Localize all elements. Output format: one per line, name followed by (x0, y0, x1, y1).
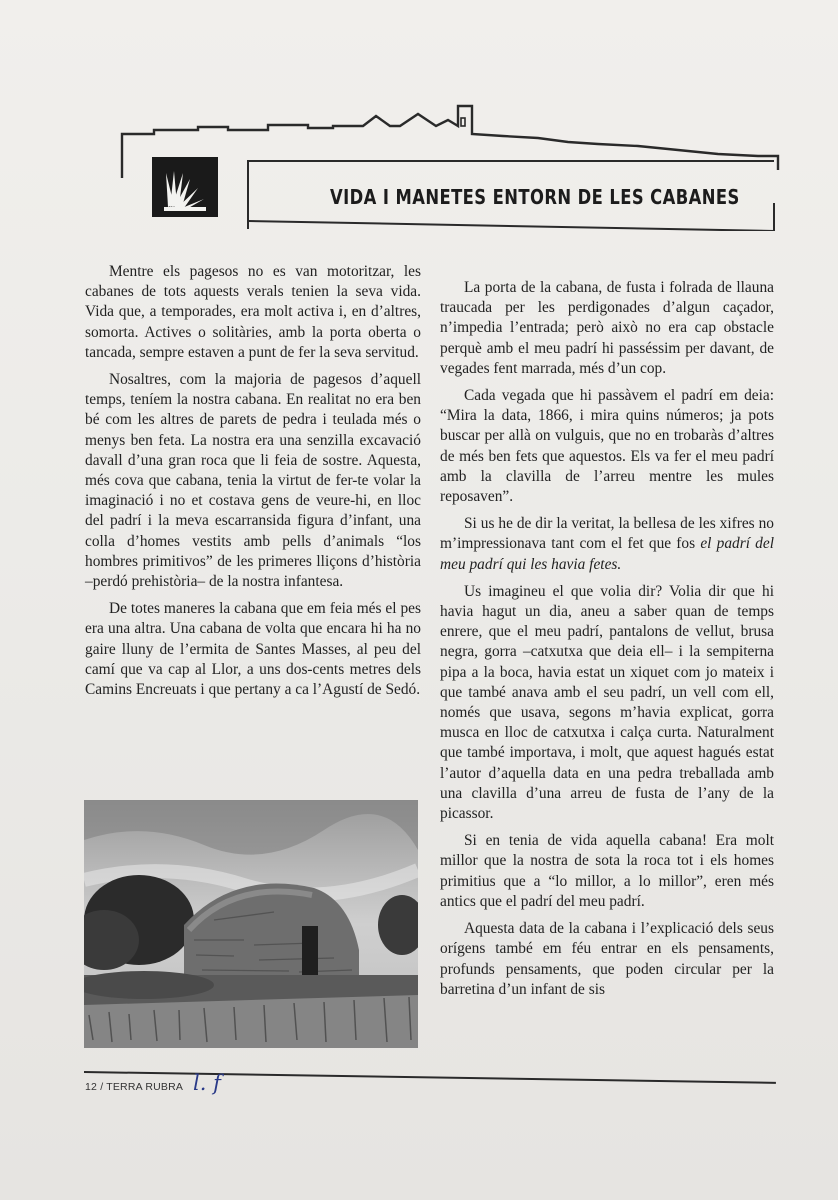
paragraph: Cada vegada que hi passàvem el padrí em deia: “Mira la data, 1866, i mira quins números; ja pots buscar per allà on vulguis, que no en trobaràs d’altres de més ben fets que aquestos. Els va fer el meu padrí amb la clavilla de l’arreu mentre les mules reposaven”. (440, 387, 774, 506)
italic-phrase: el padrí del meu padrí qui les havia fetes. (440, 535, 774, 573)
left-text-column (85, 262, 421, 707)
page-label: 12 / TERRA RUBRA (85, 1081, 184, 1093)
stone-hut-photo (84, 800, 418, 1048)
paragraph: La porta de la cabana, de fusta i folrada de llauna traucada per les perdigonades d’algun caçador, n’impedia l’entrada; però això no era cap obstacle perquè amb el meu padrí hi passéssim per davant, de vegades fent marrada, més d’un cop. (440, 279, 774, 377)
paragraph: Aquesta data de la cabana i l’explicació dels seus orígens també em féu entrar en els pensaments, profunds pensaments, que poden circular per la barretina d’un infant de sis (440, 920, 774, 998)
title-frame (246, 159, 776, 231)
paragraph: Us imagineu el que volia dir? Volia dir que hi havia hagut un dia, aneu a saber quan de temps enrere, que el meu padrí, pantalons de vellut, brusa negra, gorra –catxutxa que deia ell– i la sempiterna pipa a la boca, havia estat un xiquet com jo mateix i que també anava amb el seu padrí, un vell com ell, només que usava, segons m’havia explicat, gorra musca en lloc de catxutxa i calça curta. Naturalment que també importava, i molt, que aquest hagués estat l’autor d’aquella data en una pedra treballada amb una clavilla d’una arreu de fusta de l’any de la picassor. (440, 582, 774, 823)
handwritten-note: l. f (193, 1071, 221, 1095)
paragraph: Si en tenia de vida aquella cabana! Era molt millor que la nostra de sota la roca tot i els homes primitius que a “lo millor, a lo millor”, eren més antics que el padrí del meu padrí. (440, 832, 774, 910)
paragraph-text: Si us he de dir la veritat, la bellesa de les xifres no m’impressionava tant com el fet que fos (440, 515, 774, 553)
sun-rays-icon (152, 157, 218, 217)
footer-rule (84, 1071, 776, 1084)
section-logo (152, 157, 218, 217)
paragraph: Mentre els pagesos no es van motoritzar, les cabanes de tots aquests verals tenien la seva vida. Vida que, a temporades, era molt activa i, en d’altres, somorta. Actives o solitàries, amb la porta oberta o tancada, sempre estaven a punt de fer la seva servitud. (85, 263, 421, 361)
right-text-column (440, 278, 774, 1007)
paragraph: Nosaltres, com la majoria de pagesos d’aquell temps, teníem la nostra cabana. En realitat no era ben bé com les altres de parets de pedra i teulada més o menys ben feta. La nostra era una senzilla excavació davall d’una gran roca que li feia de sostre. Aquesta, més cova que cabana, tenia la virtut de fer-te volar la imaginació i no et costava gens de veure-hi, en lloc del padrí i la meva escarransida figura d’infant, una colla d’homes vestits amb pells d’animals “los hombres primitivos” de les primeres lliçons d’història –perdó prehistòria– de la nostra infantesa. (85, 371, 421, 591)
paragraph (440, 514, 774, 575)
article-title: VIDA I MANETES ENTORN DE LES CABANES (330, 185, 740, 209)
paragraph: De totes maneres la cabana que em feia més el pes era una altra. Una cabana de volta que encara hi ha no gaire lluny de l’ermita de Santes Masses, al peu del camí que va cap al Llor, a uns dos-cents metres dels Camins Encreuats i que pertany a ca l’Agustí de Sedó. (85, 600, 421, 699)
